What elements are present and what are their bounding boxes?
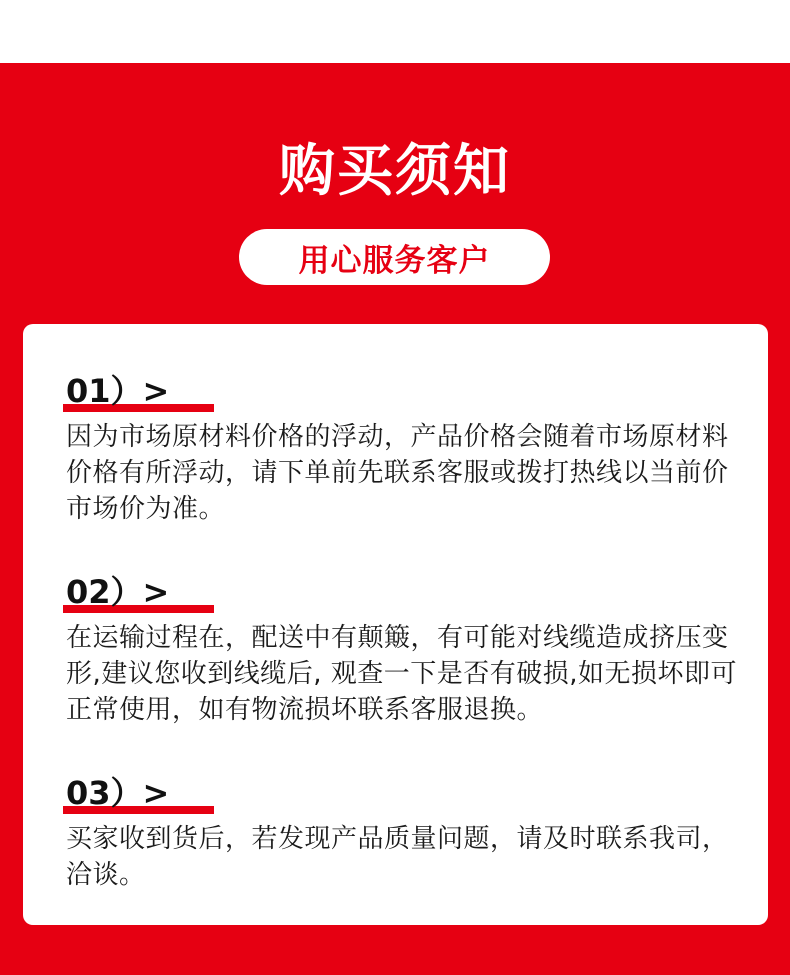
section-body: 因为市场原材料价格的浮动，产品价格会随着市场原材料价格有所浮动，请下单前先联系客服或拨打热线以当前价市场价为准。 (66, 422, 729, 524)
section-heading (66, 574, 214, 614)
section-heading (66, 775, 214, 815)
section-body: 买家收到货后，若发现产品质量问题，请及时联系我司，洽谈。 (66, 824, 729, 890)
section-number: 01）> (66, 372, 170, 410)
top-whitespace (0, 0, 790, 63)
section-number: 03）> (66, 774, 170, 812)
section-heading (66, 373, 214, 413)
notice-card (23, 324, 768, 925)
section-body: 在运输过程在，配送中有颠簸，有可能对线缆造成挤压变形,建议您收到线缆后, 观查一下是否有破损,如无损坏即可正常使用，如有物流损坏联系客服退换。 (66, 623, 738, 725)
notice-section-1 (66, 373, 746, 527)
page-title: 购买须知 (279, 139, 511, 204)
subtitle-text: 用心服务客户 (298, 242, 491, 279)
section-number: 02）> (66, 573, 170, 611)
subtitle-badge (239, 229, 550, 285)
notice-section-3 (66, 775, 746, 893)
notice-section-2 (66, 574, 746, 728)
